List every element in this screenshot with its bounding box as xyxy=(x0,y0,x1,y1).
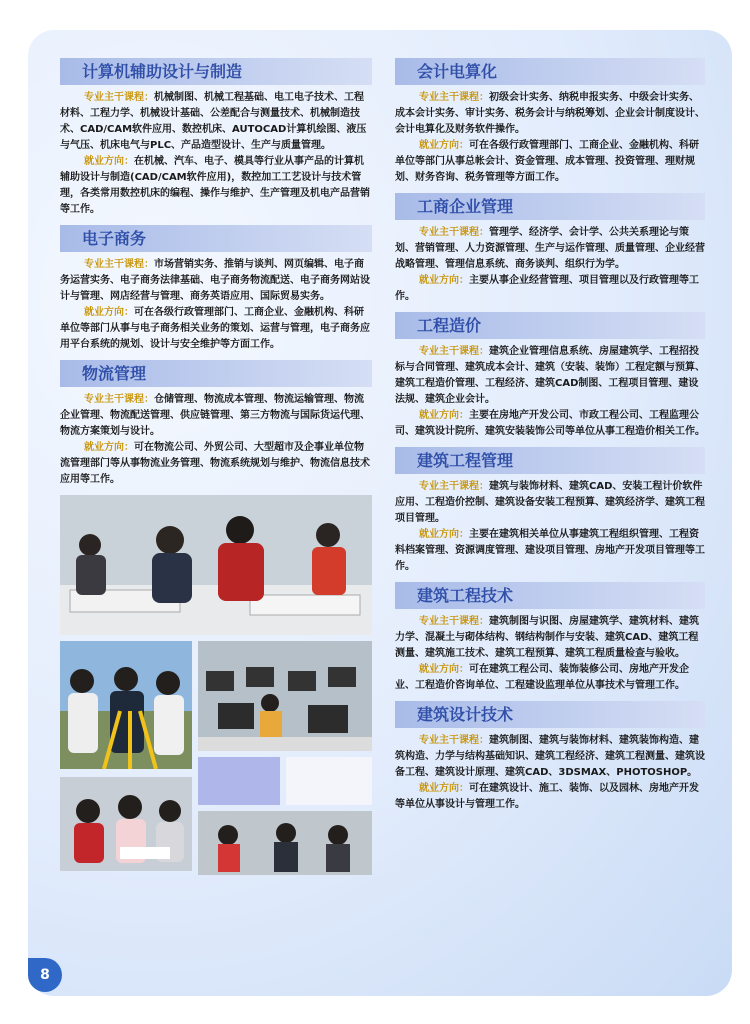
courses-text: 建筑与装饰材料、建筑CAD、安装工程计价软件应用、工程造价控制、建筑设备安装工程预算、建筑经济学、建筑工程项目管理。 xyxy=(395,481,705,524)
courses-label: 专业主干课程： xyxy=(419,346,489,357)
courses-text: 市场营销实务、推销与谈判、网页编辑、电子商务运营实务、电子商务法律基础、电子商务物流配送、电子商务网站设计与管理、网店经营与管理、商务英语应用、国际贸易实务。 xyxy=(60,259,370,302)
courses-label: 专业主干课程： xyxy=(419,227,489,238)
courses-label: 专业主干课程： xyxy=(419,481,489,492)
career-label: 就业方向： xyxy=(419,664,469,675)
courses-label: 专业主干课程： xyxy=(419,616,489,627)
courses-paragraph xyxy=(60,90,372,154)
courses-label: 专业主干课程： xyxy=(84,259,154,270)
courses-label: 专业主干课程： xyxy=(419,92,489,103)
courses-text: 建筑制图与识图、房屋建筑学、建筑材料、建筑力学、混凝土与砌体结构、钢结构制作与安装、建筑CAD、建筑工程测量、建筑施工技术、建筑工程预算、建筑工程质量检查与验收。 xyxy=(395,616,699,659)
courses-label: 专业主干课程： xyxy=(84,394,154,405)
career-text: 可在建筑设计、施工、装饰、以及园林、房地产开发等单位从事设计与管理工作。 xyxy=(395,783,699,810)
courses-label: 专业主干课程： xyxy=(419,735,489,746)
career-text: 可在物流公司、外贸公司、大型超市及企事业单位物流管理部门等从事物流业务管理、物流系统规划与维护、物流信息技术应用等工作。 xyxy=(60,442,370,485)
section-title: 工程造价 xyxy=(395,312,705,339)
photo-placeholder-purple xyxy=(198,757,280,805)
section-business-management xyxy=(395,193,705,305)
section-cad-cam xyxy=(60,58,372,218)
section-architectural-design xyxy=(395,701,705,813)
section-engineering-cost xyxy=(395,312,705,440)
career-text: 主要从事企业经营管理、项目管理以及行政管理等工作。 xyxy=(395,275,699,302)
courses-text: 建筑制图、建筑与装饰材料、建筑装饰构造、建筑构造、力学与结构基础知识、建筑工程经济、建筑工程测量、建筑设备工程、建筑设计原理、建筑CAD、3DSMAX、PHOTOSHOP。 xyxy=(395,735,705,778)
career-paragraph xyxy=(60,154,372,218)
career-paragraph xyxy=(395,138,705,186)
courses-text: 管理学、经济学、会计学、公共关系理论与策划、营销管理、人力资源管理、生产与运作管理、质量管理、企业经营战略管理、管理信息系统、商务谈判、组织行为学。 xyxy=(395,227,705,270)
photo-classroom xyxy=(198,811,372,875)
career-label: 就业方向： xyxy=(419,410,469,421)
career-paragraph xyxy=(60,440,372,488)
career-text: 可在各级行政管理部门、工商企业、金融机构、科研单位等部门从事总帐会计、资金管理、成本管理、投资管理、理财规划、财务咨询、税务管理等方面工作。 xyxy=(395,140,699,183)
photo-collage xyxy=(60,495,372,890)
section-e-commerce xyxy=(60,225,372,353)
career-label: 就业方向： xyxy=(84,307,134,318)
photo-lab-students xyxy=(60,495,372,635)
career-text: 主要在房地产开发公司、市政工程公司、工程监理公司、建筑设计院所、建筑安装装饰公司等单位从事工程造价相关工作。 xyxy=(395,410,705,437)
courses-paragraph xyxy=(395,90,705,138)
courses-paragraph xyxy=(395,479,705,527)
page-number-badge: 8 xyxy=(28,958,62,992)
courses-text: 建筑企业管理信息系统、房屋建筑学、工程招投标与合同管理、建筑成本会计、建筑（安装、装饰）工程定额与预算、建筑工程造价管理、工程经济、建筑CAD制图、工程项目管理、建设法规、建筑企业会计。 xyxy=(395,346,705,405)
career-label: 就业方向： xyxy=(419,140,469,151)
career-text: 可在建筑工程公司、装饰装修公司、房地产开发企业、工程造价咨询单位、工程建设监理单位从事技术与管理工作。 xyxy=(395,664,689,691)
career-text: 可在各级行政管理部门、工商企业、金融机构、科研单位等部门从事与电子商务相关业务的策划、运营与管理，电子商务应用平台系统的规划、设计与安全维护等方面工作。 xyxy=(60,307,370,350)
section-title: 建筑工程技术 xyxy=(395,582,705,609)
photo-placeholder-white xyxy=(286,757,372,805)
career-label: 就业方向： xyxy=(419,275,469,286)
courses-text: 机械制图、机械工程基础、电工电子技术、工程材料、工程力学、机械设计基础、公差配合与测量技术、机械制造技术、CAD/CAM软件应用、数控机床、AUTOCAD计算机绘图、液压与气压、机床电气与PLC、产品造型设计、生产与质量管理。 xyxy=(60,92,367,151)
section-computerized-accounting xyxy=(395,58,705,186)
section-title: 工商企业管理 xyxy=(395,193,705,220)
career-paragraph xyxy=(395,408,705,440)
right-column xyxy=(395,58,705,820)
career-text: 在机械、汽车、电子、模具等行业从事产品的计算机辅助设计与制造(CAD/CAM软件应用)，数控加工工艺设计与技术管理，各类常用数控机床的编程、操作与维护、生产管理及机电产品营销等工作。 xyxy=(60,156,370,215)
courses-paragraph xyxy=(395,614,705,662)
section-title: 建筑设计技术 xyxy=(395,701,705,728)
section-construction-management xyxy=(395,447,705,575)
career-paragraph xyxy=(395,273,705,305)
courses-text: 仓储管理、物流成本管理、物流运输管理、物流企业管理、物流配送管理、供应链管理、第三方物流与国际货运代理、物流方案策划与设计。 xyxy=(60,394,370,437)
career-label: 就业方向： xyxy=(419,783,469,794)
career-label: 就业方向： xyxy=(84,442,134,453)
photo-computer-room xyxy=(198,641,372,751)
courses-text: 初级会计实务、纳税申报实务、中级会计实务、成本会计实务、审计实务、税务会计与纳税筹划、企业会计制度设计、会计电算化及财务软件操作。 xyxy=(395,92,705,135)
section-title: 会计电算化 xyxy=(395,58,705,85)
career-paragraph xyxy=(395,662,705,694)
photo-girls-reading xyxy=(60,777,192,871)
section-title: 物流管理 xyxy=(60,360,372,387)
section-title: 电子商务 xyxy=(60,225,372,252)
section-logistics xyxy=(60,360,372,488)
career-paragraph xyxy=(395,781,705,813)
career-text: 主要在建筑相关单位从事建筑工程组织管理、工程资料档案管理、资源调度管理、建设项目管理、房地产开发项目管理等工作。 xyxy=(395,529,705,572)
courses-paragraph xyxy=(395,225,705,273)
section-title: 计算机辅助设计与制造 xyxy=(60,58,372,85)
courses-paragraph xyxy=(395,344,705,408)
courses-paragraph xyxy=(60,392,372,440)
photo-surveying xyxy=(60,641,192,769)
career-label: 就业方向： xyxy=(419,529,469,540)
career-label: 就业方向： xyxy=(84,156,134,167)
courses-paragraph xyxy=(60,257,372,305)
section-construction-technology xyxy=(395,582,705,694)
left-column xyxy=(60,58,372,890)
career-paragraph xyxy=(395,527,705,575)
courses-label: 专业主干课程： xyxy=(84,92,154,103)
career-paragraph xyxy=(60,305,372,353)
courses-paragraph xyxy=(395,733,705,781)
section-title: 建筑工程管理 xyxy=(395,447,705,474)
